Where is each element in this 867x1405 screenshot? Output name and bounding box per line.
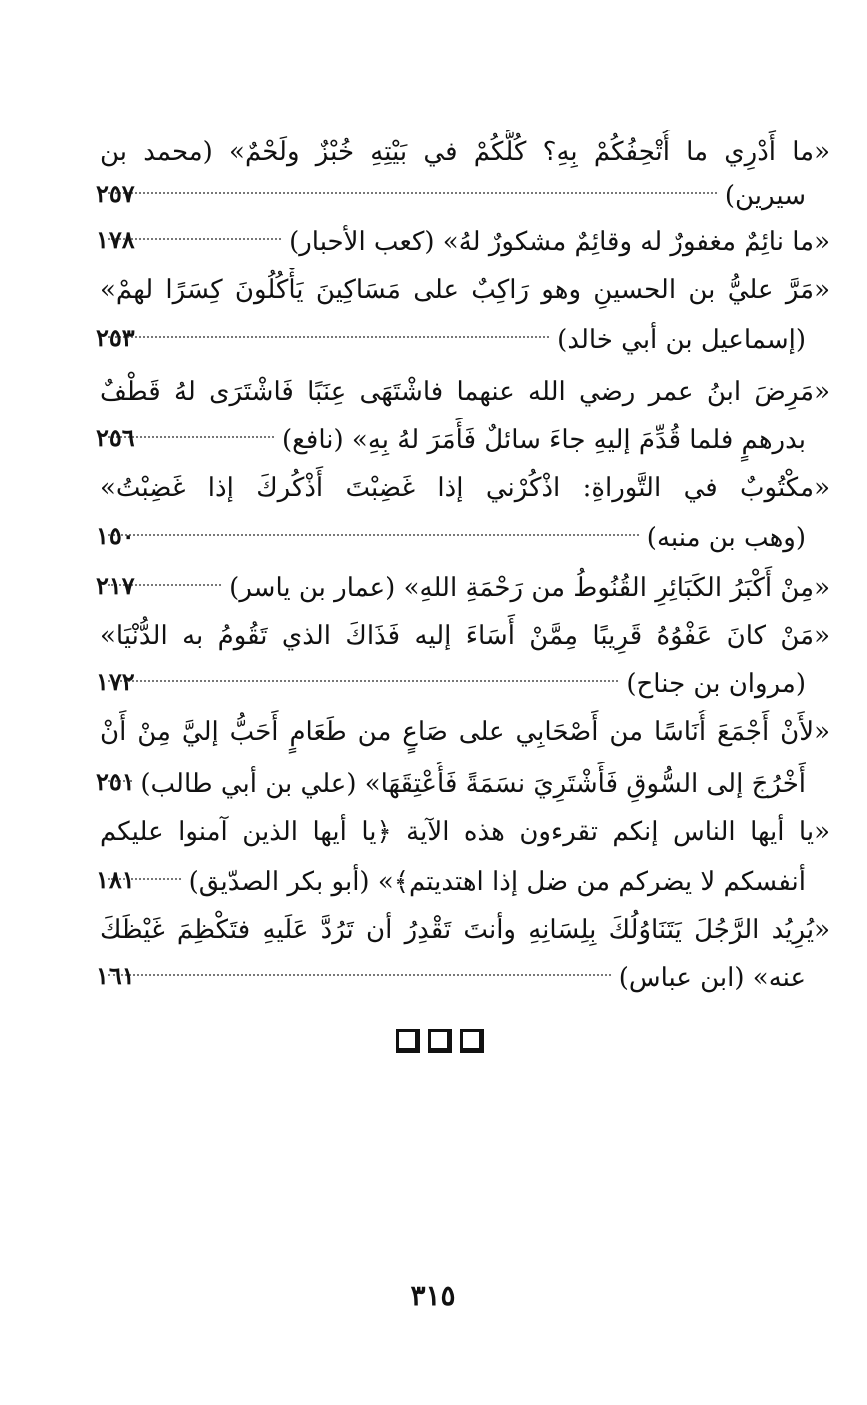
entry-line: «يا أيها الناس إنكم تقرءون هذه الآية ﴿يا أيها الذين آمنوا عليكم [100,817,830,847]
entry-text: أنفسكم لا يضركم من ضل إذا اهتديتم﴾» (أبو بكر الصدّيق) [188,867,806,897]
entry-line-last [100,418,806,462]
entry-line-last [100,516,806,560]
page-reference: ١٧٨ [96,225,135,254]
entry-line: «يُرِيُد الرَّجُلَ يَتَنَاوُلُكَ بِلِسَانِهِ وأنتَ تَقْدِرُ أن تَرُدَّ عَلَيهِ فتَكْظِمَ غَيْظَكَ [100,915,830,945]
entry-text: (إسماعيل بن أبي خالد) [557,325,806,355]
page-number: ٣١٥ [410,1279,456,1312]
page-reference: ١٧٢ [96,667,135,696]
page-reference: ١٥٠ [96,521,135,550]
page-reference: ٢٥١ [96,767,135,796]
entry-line-last [100,220,830,264]
dot-leader [108,680,618,682]
dot-leader [108,336,549,338]
page-reference: ١٨١ [96,865,135,894]
entry-line: «مَنْ كانَ عَفْوُهُ قَرِيبًا مِمَّنْ أَسَاءَ إليه فَذَاكَ الذي تَقُومُ به الدُّنْيَا» [100,621,830,651]
entry-text: بدرهمٍ فلما قُدِّمَ إليهِ جاءَ سائلٌ فَأَمَرَ لهُ بِهِ» (نافع) [281,425,806,455]
dot-leader [108,192,717,194]
entry-text: (وهب بن منبه) [646,523,806,553]
dot-leader [108,974,611,976]
entry-line: «مكْتُوبٌ في التَّوراةِ: اذْكُرْني إذا غَضِبْتَ أَذْكُركَ إذا غَضِبْتُ» [100,473,830,503]
entry-line-last [100,174,806,218]
page-reference: ٢٥٧ [96,179,135,208]
entry-line-last [100,318,806,362]
entry-text: (مروان بن جناح) [626,669,806,699]
square-icon [428,1029,452,1053]
entry-line: «ما أَدْرِي ما أُتْحِفُكُمْ بِهِ؟ كُلُّكُمْ في بَيْتِهِ خُبْزٌ ولَحْمٌ» (محمد بن [100,137,830,167]
square-icon [460,1029,484,1053]
entry-text: عنه» (ابن عباس) [618,963,806,993]
entry-line: «لأَنْ أَجْمَعَ أُنَاسًا من أَصْحَابِي على صَاعٍ من طَعَامٍ أَحَبُّ إليَّ مِنْ أَنْ [100,717,830,747]
end-section-ornament [396,1029,496,1059]
square-icon [396,1029,420,1053]
page-reference: ٢٥٦ [96,423,135,452]
entry-line: «مَرَّ عليُّ بن الحسينِ وهو رَاكِبٌ على مَسَاكِينَ يَأْكُلُونَ كِسَرًا لهمْ» [100,275,830,305]
entry-text: أَخْرُجَ إلى السُّوقِ فَأَشْتَرِيَ نسَمَةً فَأُعْتِقَهَا» (علي بن أبي طالب) [140,769,806,799]
entry-line-last [100,860,806,904]
entry-line-last [100,662,806,706]
entry-text: «مِنْ أَكْبَرُ الكَبَائِرِ القُنُوطُ من رَحْمَةِ اللهِ» (عمار بن ياسر) [229,573,830,603]
page-reference: ١٦١ [96,961,135,990]
entry-text: «ما نائِمٌ مغفورٌ له وقائِمٌ مشكورٌ لهُ» (كعب الأحبار) [289,227,830,257]
entry-text: سيرين) [724,181,806,211]
entry-line: «مَرِضَ ابنُ عمر رضي الله عنهما فاشْتَهَى عِنَبًا فَاشْتَرَى لهُ قَطْفٌ [100,377,830,407]
dot-leader [108,534,639,536]
page-reference: ٢١٧ [96,571,135,600]
entry-line-last [100,956,806,1000]
entry-line-last [100,762,806,806]
page-reference: ٢٥٣ [96,323,135,352]
entry-line-last [100,566,830,610]
